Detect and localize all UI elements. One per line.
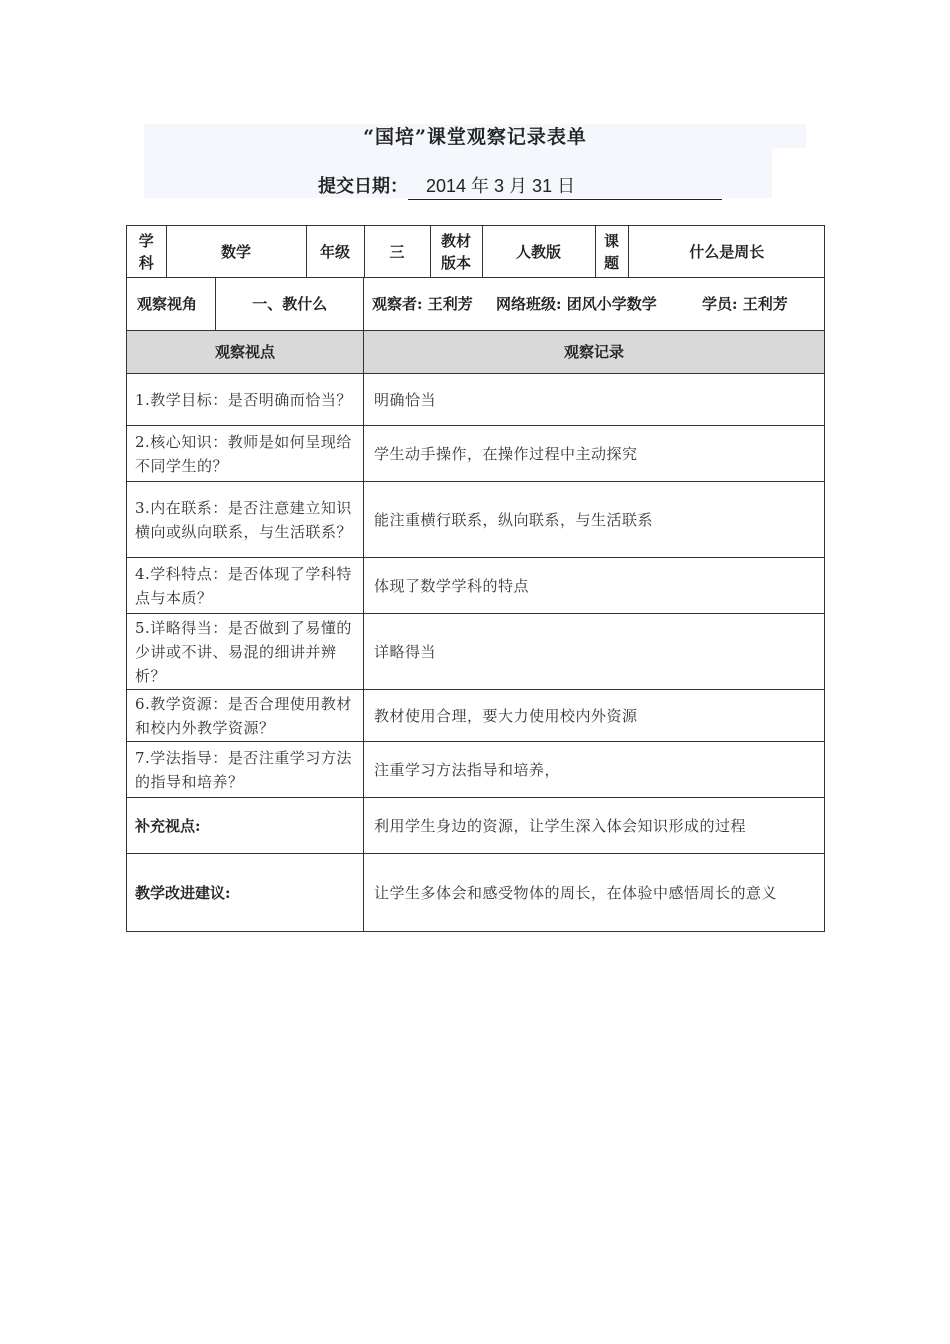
topic-label: 课题 <box>595 226 628 277</box>
observation-point: 3.内在联系：是否注意建立知识横向或纵向联系，与生活联系？ <box>127 482 364 558</box>
table-row <box>127 374 825 426</box>
table-row <box>127 558 825 614</box>
observation-table <box>126 225 825 932</box>
observation-point: 5.详略得当：是否做到了易懂的少讲或不讲、易混的细讲并辨析？ <box>127 614 364 690</box>
improvement-value: 让学生多体会和感受物体的周长，在体验中感悟周长的意义 <box>364 854 825 932</box>
observer-student: 学员: 王利芳 <box>702 295 788 313</box>
table-row <box>127 426 825 482</box>
textbook-label: 教材版本 <box>430 226 482 277</box>
submit-date-value: 2014 年 3 月 31 日 <box>408 173 722 200</box>
perspective-label: 观察视角 <box>127 278 215 330</box>
observation-point: 6.教学资源：是否合理使用教材和校内外教学资源？ <box>127 690 364 742</box>
table-row <box>127 614 825 690</box>
improvement-row <box>127 854 825 932</box>
observation-record: 体现了数学学科的特点 <box>364 558 825 614</box>
observer-info <box>364 278 825 331</box>
observation-record: 学生动手操作，在操作过程中主动探究 <box>364 426 825 482</box>
observation-record: 能注重横行联系，纵向联系，与生活联系 <box>364 482 825 558</box>
grade-label: 年级 <box>306 226 364 277</box>
observer-name: 观察者: 王利芳 <box>372 295 473 313</box>
observation-record: 明确恰当 <box>364 374 825 426</box>
observation-point: 1.教学目标：是否明确而恰当？ <box>127 374 364 426</box>
textbook-value: 人教版 <box>482 226 595 277</box>
header-row <box>127 331 825 374</box>
table-row <box>127 742 825 798</box>
supplement-label: 补充视点: <box>127 798 364 854</box>
submit-date-line <box>318 173 722 200</box>
observation-point: 2.核心知识：教师是如何呈现给不同学生的？ <box>127 426 364 482</box>
perspective-value: 一、教什么 <box>252 295 328 313</box>
subject-value: 数学 <box>166 226 306 277</box>
header-points: 观察视点 <box>127 331 364 374</box>
table-row <box>127 690 825 742</box>
supplement-value: 利用学生身边的资源，让学生深入体会知识形成的过程 <box>364 798 825 854</box>
page-title: “国培”课堂观察记录表单 <box>363 126 587 148</box>
subject-label: 学科 <box>127 226 166 277</box>
topic-value: 什么是周长 <box>689 242 765 261</box>
improvement-label: 教学改进建议: <box>127 854 364 932</box>
grade-value: 三 <box>364 226 430 277</box>
perspective-row <box>127 278 825 331</box>
supplement-row <box>127 798 825 854</box>
observation-record: 详略得当 <box>364 614 825 690</box>
submit-date-label: 提交日期： <box>318 176 408 197</box>
observation-record: 注重学习方法指导和培养， <box>364 742 825 798</box>
observer-class: 网络班级: 团风小学数学 <box>496 295 657 313</box>
table-row <box>127 482 825 558</box>
observation-point: 4.学科特点：是否体现了学科特点与本质？ <box>127 558 364 614</box>
header-records: 观察记录 <box>364 331 825 374</box>
info-row <box>127 226 825 278</box>
observation-point: 7.学法指导：是否注重学习方法的指导和培养？ <box>127 742 364 798</box>
observation-record: 教材使用合理，要大力使用校内外资源 <box>364 690 825 742</box>
